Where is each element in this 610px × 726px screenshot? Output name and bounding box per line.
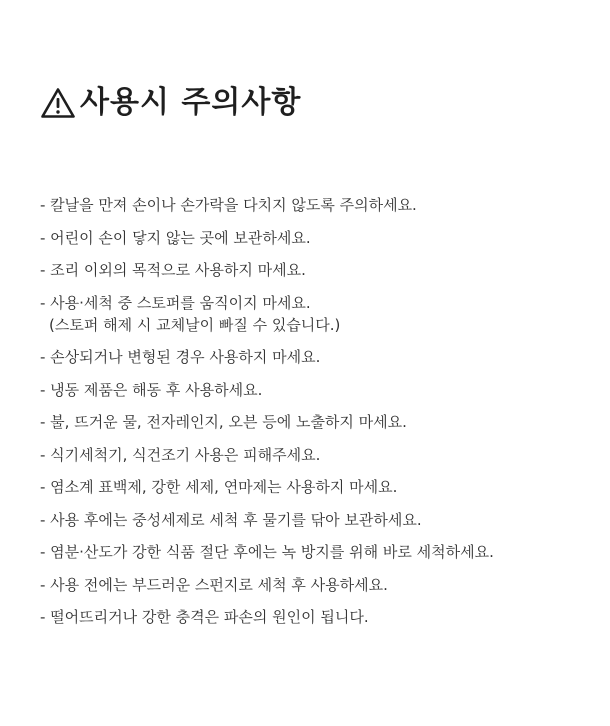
caution-item <box>40 227 600 249</box>
warning-triangle-icon <box>40 87 76 119</box>
title-row <box>40 83 301 123</box>
caution-item <box>40 476 600 498</box>
caution-list <box>40 194 600 639</box>
caution-item <box>40 259 600 281</box>
caution-item <box>40 194 600 216</box>
caution-text: - 조리 이외의 목적으로 사용하지 마세요. <box>40 261 306 279</box>
caution-text: - 냉동 제품은 해동 후 사용하세요. <box>40 380 263 399</box>
caution-text: - 염소계 표백제, 강한 세제, 연마제는 사용하지 마세요. <box>40 478 398 496</box>
caution-item <box>40 606 600 628</box>
caution-text: - 칼날을 만져 손이나 손가락을 다치지 않도록 주의하세요. <box>40 196 417 214</box>
caution-text: - 염분·산도가 강한 식품 절단 후에는 녹 방지를 위해 바로 세척하세요. <box>40 543 494 561</box>
caution-item <box>40 509 600 531</box>
caution-item <box>40 541 600 563</box>
caution-subtext: (스토퍼 해제 시 교체날이 빠질 수 있습니다.) <box>49 315 341 334</box>
caution-text: - 떨어뜨리거나 강한 충격은 파손의 원인이 됩니다. <box>40 608 369 626</box>
caution-item <box>40 411 600 433</box>
caution-text: - 손상되거나 변형된 경우 사용하지 마세요. <box>40 348 321 366</box>
caution-item <box>40 444 600 466</box>
caution-item <box>40 292 600 336</box>
caution-text: - 불, 뜨거운 물, 전자레인지, 오븐 등에 노출하지 마세요. <box>40 413 407 431</box>
caution-text: - 식기세척기, 식건조기 사용은 피해주세요. <box>40 445 321 464</box>
caution-text: - 사용 전에는 부드러운 스펀지로 세척 후 사용하세요. <box>40 575 388 594</box>
caution-text: - 사용·세척 중 스토퍼를 움직이지 마세요. <box>40 293 311 312</box>
caution-text: - 사용 후에는 중성세제로 세척 후 물기를 닦아 보관하세요. <box>40 510 422 529</box>
caution-text: - 어린이 손이 닿지 않는 곳에 보관하세요. <box>40 228 311 247</box>
caution-item <box>40 346 600 368</box>
caution-item <box>40 574 600 596</box>
page-title: 사용시 주의사항 <box>80 85 302 120</box>
caution-item <box>40 379 600 401</box>
